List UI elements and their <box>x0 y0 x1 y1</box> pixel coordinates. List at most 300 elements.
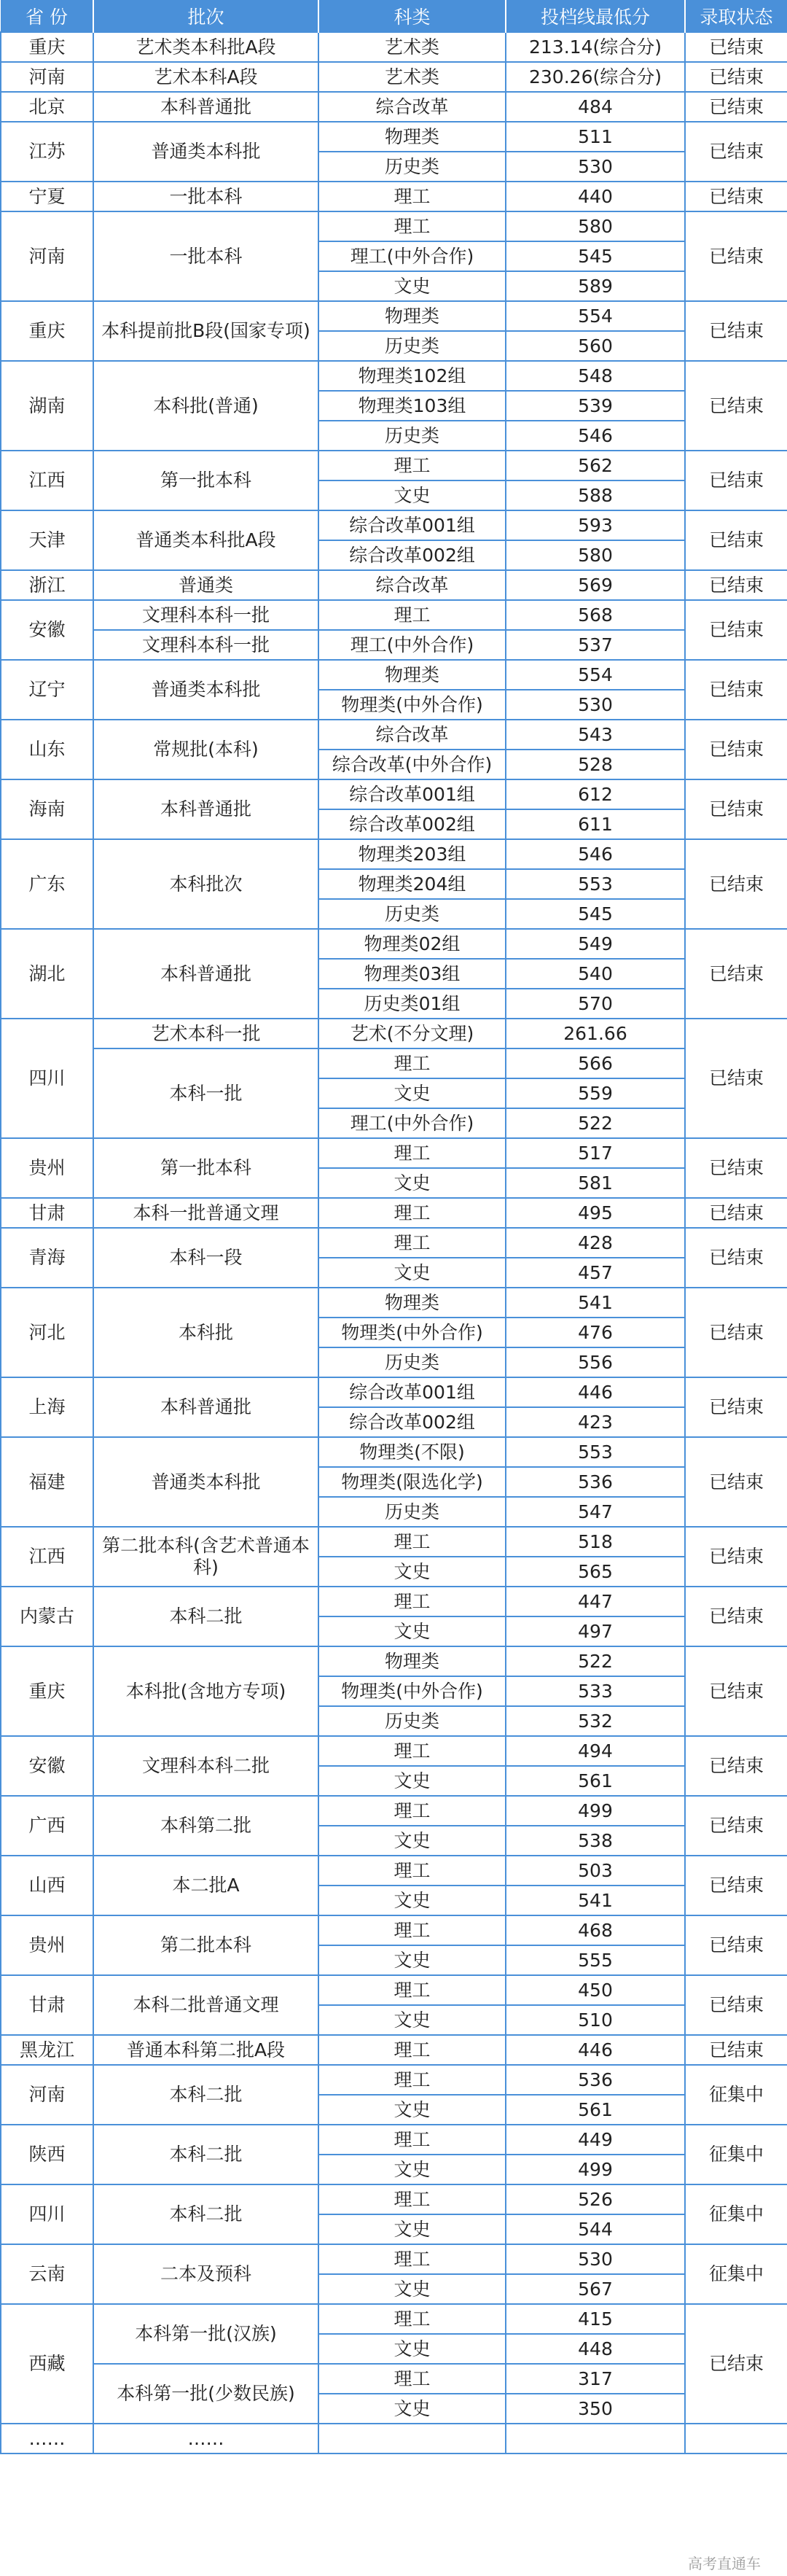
score-cell: 526 <box>506 2184 685 2214</box>
score-cell: 484 <box>506 92 685 122</box>
status-cell: 已结束 <box>685 1198 787 1228</box>
status-cell: 已结束 <box>685 92 787 122</box>
score-cell: 494 <box>506 1736 685 1766</box>
status-cell: 已结束 <box>685 929 787 1019</box>
batch-cell: 本科普通批 <box>93 779 318 839</box>
province-cell: 河南 <box>1 211 93 301</box>
score-cell: 449 <box>506 2125 685 2155</box>
subject-cell: 物理类(中外合作) <box>318 1676 506 1706</box>
province-cell: 重庆 <box>1 301 93 361</box>
subject-cell: 文史 <box>318 2214 506 2244</box>
subject-cell: 物理类(中外合作) <box>318 1318 506 1347</box>
subject-cell: 理工 <box>318 1796 506 1826</box>
subject-cell: 文史 <box>318 1826 506 1856</box>
subject-cell: 理工(中外合作) <box>318 630 506 660</box>
table-row <box>1 1646 787 1676</box>
score-cell: 611 <box>506 809 685 839</box>
status-cell: 已结束 <box>685 570 787 600</box>
table-row <box>1 1527 787 1557</box>
subject-cell: 文史 <box>318 2005 506 2035</box>
province-cell: 山西 <box>1 1856 93 1915</box>
province-cell: 湖南 <box>1 361 93 451</box>
score-cell: 517 <box>506 1138 685 1168</box>
province-cell: 重庆 <box>1 32 93 62</box>
score-cell: 612 <box>506 779 685 809</box>
score-cell: 440 <box>506 182 685 211</box>
batch-cell: 普通类本科批 <box>93 122 318 182</box>
table-row <box>1 570 787 600</box>
score-cell: 450 <box>506 1975 685 2005</box>
score-cell: 545 <box>506 899 685 929</box>
table-row <box>1 1915 787 1945</box>
subject-cell: 理工 <box>318 2035 506 2065</box>
score-cell: 553 <box>506 869 685 899</box>
score-cell: 580 <box>506 211 685 241</box>
score-cell: 549 <box>506 929 685 959</box>
subject-cell: 历史类 <box>318 1347 506 1377</box>
table-row <box>1 2065 787 2095</box>
score-cell: 476 <box>506 1318 685 1347</box>
batch-cell: 普通类本科批 <box>93 1437 318 1527</box>
table-row <box>1 32 787 62</box>
status-cell: 已结束 <box>685 2035 787 2065</box>
table-row <box>1 779 787 809</box>
subject-cell: 文史 <box>318 1766 506 1796</box>
batch-cell: 第一批本科 <box>93 1138 318 1198</box>
table-row <box>1 361 787 391</box>
score-cell: 213.14(综合分) <box>506 32 685 62</box>
table-body <box>1 32 787 2454</box>
score-cell: 350 <box>506 2394 685 2424</box>
score-cell: 499 <box>506 1796 685 1826</box>
score-cell: 543 <box>506 720 685 750</box>
province-cell: 陕西 <box>1 2125 93 2184</box>
status-cell: 已结束 <box>685 1587 787 1646</box>
subject-cell: 综合改革002组 <box>318 540 506 570</box>
subject-cell: 物理类02组 <box>318 929 506 959</box>
batch-cell: 本科二批 <box>93 1587 318 1646</box>
status-cell: 已结束 <box>685 32 787 62</box>
subject-cell: 文史 <box>318 2334 506 2364</box>
status-cell: 已结束 <box>685 182 787 211</box>
score-cell: 522 <box>506 1108 685 1138</box>
score-cell: 554 <box>506 301 685 331</box>
subject-cell: 综合改革(中外合作) <box>318 750 506 779</box>
status-cell: 已结束 <box>685 1228 787 1288</box>
status-cell: 已结束 <box>685 600 787 660</box>
status-cell: 已结束 <box>685 301 787 361</box>
province-cell: 黑龙江 <box>1 2035 93 2065</box>
province-cell: 西藏 <box>1 2304 93 2424</box>
province-cell: 甘肃 <box>1 1198 93 1228</box>
score-cell: 428 <box>506 1228 685 1258</box>
status-cell: 已结束 <box>685 1646 787 1736</box>
score-cell: 553 <box>506 1437 685 1467</box>
header-min-score: 投档线最低分 <box>506 0 685 32</box>
batch-cell: 本科提前批B段(国家专项) <box>93 301 318 361</box>
subject-cell: 艺术类 <box>318 62 506 92</box>
subject-cell: 历史类 <box>318 899 506 929</box>
subject-cell: 物理类 <box>318 301 506 331</box>
batch-cell: 本科普通批 <box>93 1377 318 1437</box>
subject-cell: 物理类 <box>318 660 506 690</box>
batch-cell: 文理科本科一批 <box>93 630 318 660</box>
subject-cell: 物理类 <box>318 1288 506 1318</box>
province-cell: 北京 <box>1 92 93 122</box>
table-row <box>1 1048 787 1078</box>
subject-cell: 综合改革001组 <box>318 1377 506 1407</box>
score-cell: 561 <box>506 1766 685 1796</box>
score-cell: 499 <box>506 2155 685 2184</box>
status-cell: 征集中 <box>685 2184 787 2244</box>
province-cell: 山东 <box>1 720 93 779</box>
subject-cell: 理工 <box>318 1198 506 1228</box>
subject-cell: 理工 <box>318 182 506 211</box>
header-subject: 科类 <box>318 0 506 32</box>
table-row <box>1 510 787 540</box>
subject-cell: 理工 <box>318 1736 506 1766</box>
score-cell: 530 <box>506 690 685 720</box>
table-row <box>1 451 787 480</box>
province-cell: 江西 <box>1 1527 93 1587</box>
table-row <box>1 2035 787 2065</box>
table-row <box>1 1288 787 1318</box>
subject-cell: 文史 <box>318 2155 506 2184</box>
score-cell: 580 <box>506 540 685 570</box>
batch-cell: 普通类本科批 <box>93 660 318 720</box>
batch-cell: 本二批A <box>93 1856 318 1915</box>
subject-cell: 文史 <box>318 2394 506 2424</box>
score-cell: 317 <box>506 2364 685 2394</box>
batch-cell: 艺术类本科批A段 <box>93 32 318 62</box>
province-cell: 海南 <box>1 779 93 839</box>
score-cell: 446 <box>506 2035 685 2065</box>
batch-cell: …… <box>93 2424 318 2454</box>
subject-cell: 理工 <box>318 211 506 241</box>
table-row <box>1 1796 787 1826</box>
status-cell: 已结束 <box>685 1975 787 2035</box>
table-header-row <box>1 0 787 32</box>
batch-cell: 本科批次 <box>93 839 318 929</box>
table-row <box>1 2244 787 2274</box>
score-cell: 530 <box>506 152 685 182</box>
status-cell: 已结束 <box>685 510 787 570</box>
score-cell: 569 <box>506 570 685 600</box>
province-cell: 贵州 <box>1 1915 93 1975</box>
batch-cell: 本科第一批(少数民族) <box>93 2364 318 2424</box>
subject-cell: 物理类(不限) <box>318 1437 506 1467</box>
subject-cell: 文史 <box>318 1945 506 1975</box>
score-cell: 589 <box>506 271 685 301</box>
table-row <box>1 62 787 92</box>
subject-cell: 文史 <box>318 2095 506 2125</box>
table-row <box>1 1019 787 1048</box>
subject-cell: 理工 <box>318 1587 506 1616</box>
score-cell: 518 <box>506 1527 685 1557</box>
province-cell: 江苏 <box>1 122 93 182</box>
status-cell: 征集中 <box>685 2125 787 2184</box>
score-cell: 581 <box>506 1168 685 1198</box>
table-row <box>1 2424 787 2454</box>
score-cell: 495 <box>506 1198 685 1228</box>
batch-cell: 第二批本科(含艺术普通本科) <box>93 1527 318 1587</box>
province-cell: 辽宁 <box>1 660 93 720</box>
status-cell: 已结束 <box>685 1288 787 1377</box>
score-cell: 536 <box>506 1467 685 1497</box>
subject-cell: 物理类203组 <box>318 839 506 869</box>
status-cell: 征集中 <box>685 2244 787 2304</box>
status-cell: 已结束 <box>685 2304 787 2424</box>
batch-cell: 普通类 <box>93 570 318 600</box>
score-cell: 546 <box>506 421 685 451</box>
score-cell: 565 <box>506 1557 685 1587</box>
subject-cell: 理工 <box>318 600 506 630</box>
subject-cell: 综合改革001组 <box>318 510 506 540</box>
score-cell: 528 <box>506 750 685 779</box>
subject-cell: 理工 <box>318 2244 506 2274</box>
batch-cell: 本科一批 <box>93 1048 318 1138</box>
table-row <box>1 720 787 750</box>
table-row <box>1 211 787 241</box>
province-cell: 河南 <box>1 2065 93 2125</box>
subject-cell: 理工 <box>318 1138 506 1168</box>
province-cell: 安徽 <box>1 1736 93 1796</box>
table-row <box>1 2304 787 2334</box>
subject-cell: 理工 <box>318 1048 506 1078</box>
province-cell: 广东 <box>1 839 93 929</box>
batch-cell: 本科一批普通文理 <box>93 1198 318 1228</box>
province-cell: 上海 <box>1 1377 93 1437</box>
score-cell: 559 <box>506 1078 685 1108</box>
batch-cell: 一批本科 <box>93 182 318 211</box>
table-row <box>1 92 787 122</box>
table-row <box>1 1228 787 1258</box>
score-cell: 423 <box>506 1407 685 1437</box>
subject-cell: 理工 <box>318 1228 506 1258</box>
province-cell: …… <box>1 2424 93 2454</box>
table-row <box>1 1736 787 1766</box>
province-cell: 四川 <box>1 2184 93 2244</box>
score-cell: 556 <box>506 1347 685 1377</box>
batch-cell: 本科第二批 <box>93 1796 318 1856</box>
province-cell: 甘肃 <box>1 1975 93 2035</box>
subject-cell: 理工 <box>318 2125 506 2155</box>
score-cell: 447 <box>506 1587 685 1616</box>
score-cell <box>506 2424 685 2454</box>
score-cell: 570 <box>506 989 685 1019</box>
subject-cell: 文史 <box>318 1258 506 1288</box>
status-cell: 已结束 <box>685 1437 787 1527</box>
score-cell: 539 <box>506 391 685 421</box>
score-cell: 510 <box>506 2005 685 2035</box>
table-row <box>1 1198 787 1228</box>
province-cell: 江西 <box>1 451 93 510</box>
status-cell: 已结束 <box>685 62 787 92</box>
subject-cell: 文史 <box>318 1616 506 1646</box>
subject-cell: 艺术(不分文理) <box>318 1019 506 1048</box>
score-cell: 532 <box>506 1706 685 1736</box>
status-cell: 征集中 <box>685 2065 787 2125</box>
subject-cell: 理工(中外合作) <box>318 1108 506 1138</box>
subject-cell: 历史类 <box>318 331 506 361</box>
batch-cell: 二本及预科 <box>93 2244 318 2304</box>
status-cell: 已结束 <box>685 1377 787 1437</box>
subject-cell: 艺术类 <box>318 32 506 62</box>
subject-cell: 综合改革 <box>318 92 506 122</box>
status-cell: 已结束 <box>685 451 787 510</box>
table-row <box>1 1587 787 1616</box>
score-cell: 545 <box>506 241 685 271</box>
status-cell: 已结束 <box>685 1915 787 1975</box>
score-cell: 457 <box>506 1258 685 1288</box>
subject-cell: 文史 <box>318 1168 506 1198</box>
subject-cell: 综合改革 <box>318 720 506 750</box>
score-cell: 261.66 <box>506 1019 685 1048</box>
table-row <box>1 122 787 152</box>
province-cell: 四川 <box>1 1019 93 1138</box>
score-cell: 547 <box>506 1497 685 1527</box>
table-row <box>1 1975 787 2005</box>
status-cell: 已结束 <box>685 1527 787 1587</box>
batch-cell: 文理科本科一批 <box>93 600 318 630</box>
table-row <box>1 301 787 331</box>
score-cell: 566 <box>506 1048 685 1078</box>
status-cell: 已结束 <box>685 361 787 451</box>
batch-cell: 本科二批 <box>93 2184 318 2244</box>
subject-cell: 理工 <box>318 2304 506 2334</box>
batch-cell: 本科一段 <box>93 1228 318 1288</box>
header-batch: 批次 <box>93 0 318 32</box>
subject-cell: 综合改革002组 <box>318 809 506 839</box>
subject-cell: 历史类 <box>318 152 506 182</box>
subject-cell <box>318 2424 506 2454</box>
province-cell: 内蒙古 <box>1 1587 93 1646</box>
score-cell: 533 <box>506 1676 685 1706</box>
score-cell: 546 <box>506 839 685 869</box>
province-cell: 宁夏 <box>1 182 93 211</box>
score-cell: 567 <box>506 2274 685 2304</box>
score-cell: 568 <box>506 600 685 630</box>
table-row <box>1 2364 787 2394</box>
subject-cell: 历史类 <box>318 1497 506 1527</box>
status-cell <box>685 2424 787 2454</box>
score-cell: 588 <box>506 480 685 510</box>
score-cell: 540 <box>506 959 685 989</box>
batch-cell: 本科普通批 <box>93 92 318 122</box>
table-row <box>1 630 787 660</box>
subject-cell: 文史 <box>318 480 506 510</box>
status-cell: 已结束 <box>685 1736 787 1796</box>
batch-cell: 第一批本科 <box>93 451 318 510</box>
score-cell: 561 <box>506 2095 685 2125</box>
subject-cell: 理工 <box>318 1527 506 1557</box>
subject-cell: 文史 <box>318 1078 506 1108</box>
province-cell: 湖北 <box>1 929 93 1019</box>
batch-cell: 本科第一批(汉族) <box>93 2304 318 2364</box>
province-cell: 重庆 <box>1 1646 93 1736</box>
status-cell: 已结束 <box>685 1796 787 1856</box>
subject-cell: 理工 <box>318 1915 506 1945</box>
subject-cell: 综合改革002组 <box>318 1407 506 1437</box>
status-cell: 已结束 <box>685 779 787 839</box>
table-row <box>1 1377 787 1407</box>
subject-cell: 理工 <box>318 2184 506 2214</box>
table-row <box>1 1856 787 1886</box>
subject-cell: 历史类01组 <box>318 989 506 1019</box>
status-cell: 已结束 <box>685 1019 787 1138</box>
subject-cell: 物理类 <box>318 1646 506 1676</box>
batch-cell: 一批本科 <box>93 211 318 301</box>
province-cell: 青海 <box>1 1228 93 1288</box>
batch-cell: 第二批本科 <box>93 1915 318 1975</box>
province-cell: 安徽 <box>1 600 93 660</box>
score-cell: 562 <box>506 451 685 480</box>
subject-cell: 综合改革 <box>318 570 506 600</box>
batch-cell: 本科普通批 <box>93 929 318 1019</box>
score-cell: 468 <box>506 1915 685 1945</box>
batch-cell: 普通类本科批A段 <box>93 510 318 570</box>
score-cell: 548 <box>506 361 685 391</box>
score-cell: 536 <box>506 2065 685 2095</box>
subject-cell: 物理类102组 <box>318 361 506 391</box>
batch-cell: 本科二批普通文理 <box>93 1975 318 2035</box>
table-row <box>1 1437 787 1467</box>
subject-cell: 物理类(中外合作) <box>318 690 506 720</box>
status-cell: 已结束 <box>685 660 787 720</box>
status-cell: 已结束 <box>685 839 787 929</box>
subject-cell: 理工 <box>318 451 506 480</box>
subject-cell: 物理类103组 <box>318 391 506 421</box>
batch-cell: 本科二批 <box>93 2125 318 2184</box>
score-cell: 446 <box>506 1377 685 1407</box>
subject-cell: 理工 <box>318 1856 506 1886</box>
status-cell: 已结束 <box>685 1138 787 1198</box>
subject-cell: 理工 <box>318 2065 506 2095</box>
status-cell: 已结束 <box>685 211 787 301</box>
batch-cell: 本科批(含地方专项) <box>93 1646 318 1736</box>
watermark-text: 高考直通车 <box>688 2555 761 2572</box>
score-cell: 537 <box>506 630 685 660</box>
subject-cell: 历史类 <box>318 421 506 451</box>
score-cell: 541 <box>506 1886 685 1915</box>
province-cell: 福建 <box>1 1437 93 1527</box>
batch-cell: 本科批 <box>93 1288 318 1377</box>
table-row <box>1 600 787 630</box>
batch-cell: 本科批(普通) <box>93 361 318 451</box>
province-cell: 广西 <box>1 1796 93 1856</box>
score-cell: 538 <box>506 1826 685 1856</box>
table-row <box>1 1138 787 1168</box>
status-cell: 已结束 <box>685 1856 787 1915</box>
province-cell: 浙江 <box>1 570 93 600</box>
subject-cell: 历史类 <box>318 1706 506 1736</box>
subject-cell: 综合改革001组 <box>318 779 506 809</box>
score-cell: 541 <box>506 1288 685 1318</box>
score-cell: 554 <box>506 660 685 690</box>
score-cell: 511 <box>506 122 685 152</box>
subject-cell: 理工 <box>318 2364 506 2394</box>
table-row <box>1 660 787 690</box>
header-status: 录取状态 <box>685 0 787 32</box>
province-cell: 云南 <box>1 2244 93 2304</box>
score-cell: 448 <box>506 2334 685 2364</box>
subject-cell: 理工(中外合作) <box>318 241 506 271</box>
table-row <box>1 2184 787 2214</box>
province-cell: 贵州 <box>1 1138 93 1198</box>
score-cell: 555 <box>506 1945 685 1975</box>
status-cell: 已结束 <box>685 720 787 779</box>
batch-cell: 常规批(本科) <box>93 720 318 779</box>
